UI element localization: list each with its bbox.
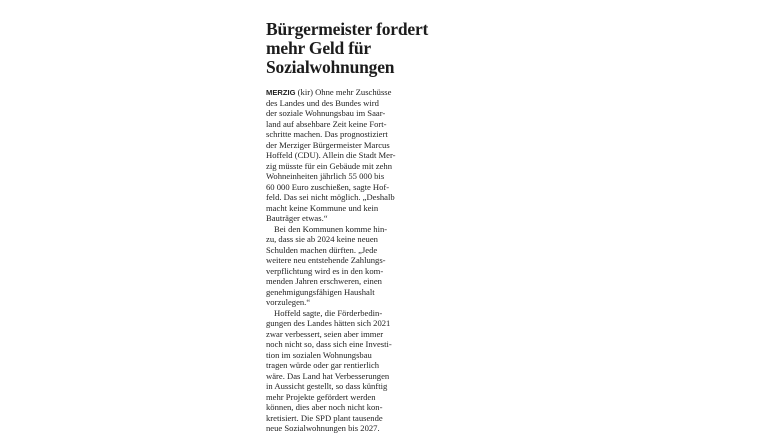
article-line: menden Jahren erschweren, einen: [266, 276, 382, 286]
article-headline: [266, 19, 429, 77]
article-line: zig müsste für ein Gebäude mit zehn: [266, 160, 393, 171]
article-line: zu, dass sie ab 2024 keine neuen: [266, 234, 378, 244]
article-line: Wohneinheiten jährlich 55 000 bis: [266, 171, 385, 181]
article-line: genehmigungsfähigen Haushalt: [266, 286, 375, 297]
news-article: [266, 19, 429, 434]
article-line: feld. Das sei nicht möglich. „Deshalb: [266, 192, 395, 202]
article-line: Bauträger etwas.“: [266, 213, 328, 223]
article-line: schritte machen. Das prognostiziert: [266, 129, 388, 139]
article-line: des Landes und des Bundes wird: [266, 97, 379, 108]
article-line: der Merziger Bürgermeister Marcus: [266, 139, 390, 150]
article-line: vorzulegen.“: [266, 297, 311, 307]
article-line: der soziale Wohnungsbau im Saar-: [266, 108, 386, 118]
article-line: [266, 87, 426, 98]
article-line: können, dies aber noch nicht kon-: [266, 402, 383, 412]
headline-line: mehr Geld für: [266, 38, 371, 58]
article-line: mehr Projekte gefördert werden: [266, 391, 376, 402]
dateline: MERZIG: [266, 88, 296, 97]
headline-line: Sozialwohnungen: [266, 57, 395, 77]
article-line: wäre. Das Land hat Verbesserungen: [266, 370, 390, 381]
article-line: tragen würde oder gar rentierlich: [266, 360, 380, 370]
lead-text: (kir) Ohne mehr Zuschüsse: [295, 87, 392, 97]
article-line: Hoffeld sagte, die Förderbedin-: [274, 307, 383, 318]
article-line: macht keine Kommune und kein: [266, 202, 379, 213]
article-line: in Aussicht gestellt, so dass künftig: [266, 381, 388, 391]
article-body: [266, 87, 426, 434]
article-line: Schulden machen dürften. „Jede: [266, 244, 378, 255]
article-line: tion im sozialen Wohnungsbau: [266, 349, 372, 360]
article-line: land auf absehbare Zeit keine Fort-: [266, 118, 387, 129]
headline-line: Bürgermeister fordert: [266, 19, 429, 39]
article-line: zwar verbessert, seien aber immer: [266, 328, 384, 339]
article-line: kretisiert. Die SPD plant tausende: [266, 412, 383, 423]
article-line: neue Sozialwohnungen bis 2027.: [266, 423, 380, 433]
article-line: weitere neu entstehende Zahlungs-: [266, 255, 386, 265]
article-line: Hoffeld (CDU). Allein die Stadt Mer-: [266, 150, 396, 160]
article-line: verpflichtung wird es in den kom-: [266, 265, 384, 276]
article-line: 60 000 Euro zuschießen, sagte Hof-: [266, 181, 390, 192]
article-line: noch nicht so, dass sich eine Investi-: [266, 339, 392, 349]
article-line: gungen des Landes hätten sich 2021: [266, 318, 391, 328]
article-line: Bei den Kommunen komme hin-: [274, 223, 388, 234]
